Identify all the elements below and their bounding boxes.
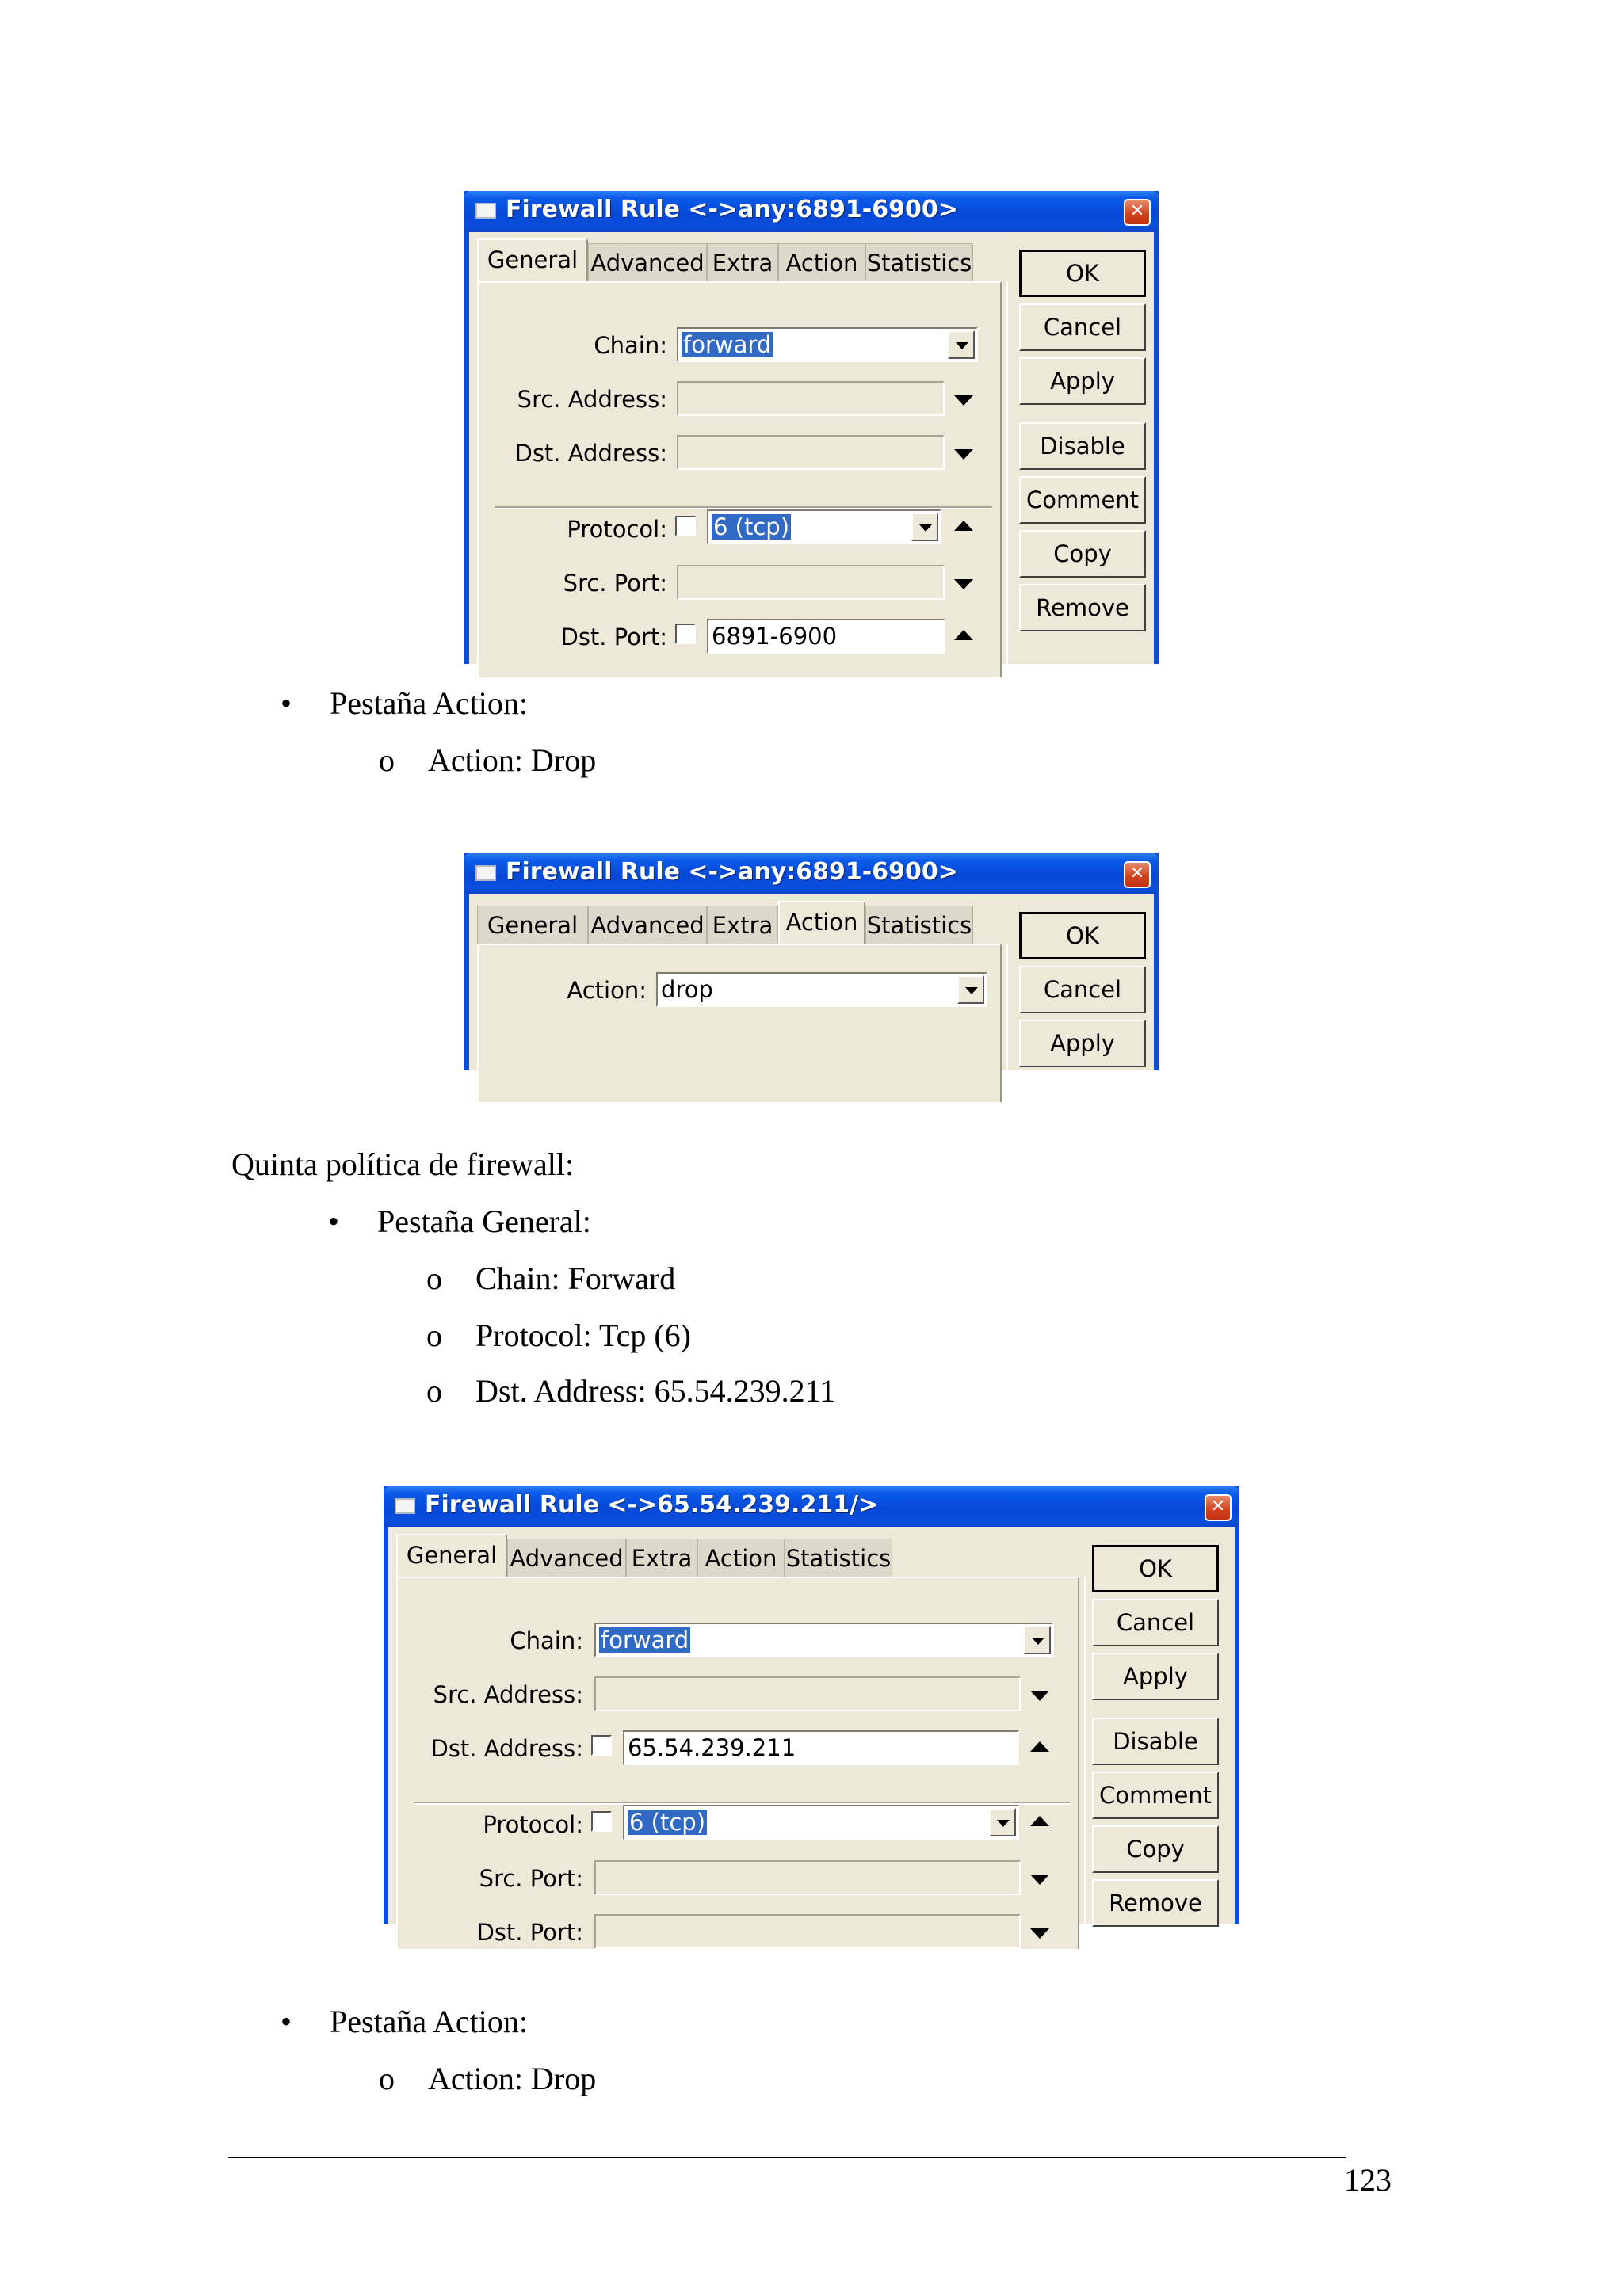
tab-extra[interactable]: Extra [707, 243, 778, 281]
close-button[interactable]: ✕ [1124, 199, 1151, 226]
disable-button[interactable]: Disable [1019, 422, 1146, 470]
expand-down-icon[interactable] [1030, 1691, 1049, 1701]
action-panel [477, 944, 1002, 1102]
expand-down-icon[interactable] [1030, 1875, 1049, 1885]
tab-general[interactable]: General [477, 238, 588, 281]
sub-bullet-glyph: o [379, 2061, 395, 2096]
firewall-rule-dialog-1 [464, 191, 1159, 664]
expand-down-icon[interactable] [954, 395, 973, 406]
remove-button[interactable]: Remove [1019, 584, 1146, 631]
sub-bullet-glyph: o [426, 1261, 442, 1296]
ok-button[interactable]: OK [1019, 912, 1146, 959]
bullet-pestana-action-2: Pestaña Action: [330, 2004, 528, 2039]
close-button[interactable]: ✕ [1124, 861, 1151, 888]
chevron-down-icon[interactable] [948, 330, 975, 359]
chain-select[interactable] [677, 327, 978, 362]
page-number: 123 [1344, 2162, 1392, 2198]
tab-action[interactable]: Action [778, 243, 865, 281]
protocol-value: 6 (tcp) [713, 513, 790, 540]
disable-button[interactable]: Disable [1092, 1718, 1219, 1765]
chevron-down-icon[interactable] [989, 1808, 1016, 1836]
remove-button[interactable]: Remove [1092, 1879, 1219, 1927]
tab-statistics[interactable]: Statistics [785, 1539, 892, 1577]
src-address-label: Src. Address: [433, 1681, 583, 1708]
ok-button[interactable]: OK [1019, 250, 1146, 297]
dst-address-value: 65.54.239.211 [628, 1734, 796, 1761]
chain-label: Chain: [510, 1627, 583, 1654]
footer-rule [228, 2157, 1346, 2158]
comment-button[interactable]: Comment [1019, 476, 1146, 524]
apply-button[interactable]: Apply [1092, 1653, 1219, 1700]
chevron-down-icon[interactable] [1024, 1626, 1051, 1654]
chain-value: forward [683, 331, 772, 358]
action-label: Action: [567, 977, 647, 1004]
copy-button[interactable]: Copy [1092, 1825, 1219, 1873]
bullet-glyph: • [281, 2004, 292, 2039]
dst-port-label: Dst. Port: [560, 624, 667, 650]
dst-address-negate-checkbox[interactable] [591, 1735, 612, 1756]
expand-down-icon[interactable] [954, 579, 973, 589]
sub-bullet-glyph: o [426, 1318, 442, 1353]
protocol-value: 6 (tcp) [629, 1809, 706, 1836]
bullet-pestana-general: Pestaña General: [377, 1203, 591, 1239]
comment-button[interactable]: Comment [1092, 1772, 1219, 1819]
cancel-button[interactable]: Cancel [1092, 1599, 1219, 1646]
sub-bullet-action-drop-1: Action: Drop [428, 742, 597, 778]
tab-statistics[interactable]: Statistics [865, 906, 973, 944]
apply-button[interactable]: Apply [1019, 1020, 1146, 1067]
sub-bullet-action-drop-2: Action: Drop [428, 2061, 597, 2096]
bullet-pestana-action-1: Pestaña Action: [330, 685, 528, 721]
protocol-negate-checkbox[interactable] [675, 516, 696, 536]
collapse-up-icon[interactable] [954, 630, 973, 640]
tab-statistics[interactable]: Statistics [865, 243, 973, 281]
collapse-up-icon[interactable] [954, 521, 973, 531]
cancel-button[interactable]: Cancel [1019, 303, 1146, 351]
dst-port-field[interactable] [594, 1914, 1021, 1949]
window-title: Firewall Rule <->any:6891-6900> [506, 196, 958, 223]
action-select[interactable] [656, 972, 987, 1007]
bullet-glyph: • [328, 1203, 340, 1239]
protocol-select[interactable] [707, 509, 941, 544]
window-icon [395, 1498, 415, 1514]
src-port-label: Src. Port: [479, 1865, 583, 1892]
section-heading: Quinta política de firewall: [231, 1146, 575, 1182]
src-address-label: Src. Address: [517, 386, 667, 413]
firewall-rule-dialog-2 [464, 853, 1159, 1070]
dst-address-field[interactable] [677, 435, 945, 470]
action-value: drop [661, 976, 713, 1003]
collapse-up-icon[interactable] [1030, 1741, 1049, 1752]
tab-advanced[interactable]: Advanced [507, 1539, 626, 1577]
chain-select[interactable] [594, 1623, 1054, 1657]
tab-advanced[interactable]: Advanced [588, 243, 707, 281]
protocol-negate-checkbox[interactable] [591, 1811, 612, 1832]
window-icon [475, 865, 496, 881]
tab-advanced[interactable]: Advanced [588, 906, 707, 944]
collapse-up-icon[interactable] [1030, 1816, 1049, 1826]
expand-down-icon[interactable] [1030, 1928, 1049, 1939]
sub-bullet-chain: Chain: Forward [475, 1261, 676, 1296]
chevron-down-icon[interactable] [957, 975, 984, 1004]
dst-port-label: Dst. Port: [476, 1919, 583, 1946]
chain-value: forward [601, 1627, 689, 1653]
protocol-select[interactable] [623, 1805, 1019, 1840]
title-bar[interactable] [464, 853, 1159, 894]
chain-label: Chain: [594, 332, 667, 359]
tab-action[interactable]: Action [778, 901, 865, 944]
dst-port-field[interactable] [707, 619, 945, 654]
src-port-label: Src. Port: [563, 570, 667, 597]
sub-bullet-glyph: o [379, 742, 395, 778]
tab-general[interactable]: General [477, 906, 588, 944]
button-column [1084, 1577, 1086, 1949]
dst-address-label: Dst. Address: [430, 1735, 583, 1762]
expand-down-icon[interactable] [954, 449, 973, 460]
protocol-label: Protocol: [567, 516, 667, 543]
ok-button[interactable]: OK [1092, 1545, 1219, 1592]
bullet-glyph: • [281, 685, 292, 721]
button-column [1006, 281, 1008, 677]
src-address-field[interactable] [594, 1676, 1021, 1711]
tab-general[interactable]: General [396, 1534, 507, 1577]
button-column [1006, 944, 1008, 1102]
src-address-field[interactable] [677, 381, 945, 416]
chevron-down-icon[interactable] [911, 513, 938, 541]
sub-bullet-dst-address: Dst. Address: 65.54.239.211 [475, 1373, 836, 1409]
close-button[interactable]: ✕ [1205, 1494, 1232, 1521]
src-port-field[interactable] [677, 565, 945, 600]
src-port-field[interactable] [594, 1860, 1021, 1895]
dst-port-value: 6891-6900 [712, 623, 838, 650]
copy-button[interactable]: Copy [1019, 530, 1146, 578]
title-bar[interactable] [464, 191, 1159, 232]
dst-port-negate-checkbox[interactable] [675, 624, 696, 644]
tab-action[interactable]: Action [697, 1539, 785, 1577]
apply-button[interactable]: Apply [1019, 357, 1146, 405]
title-bar[interactable] [384, 1486, 1239, 1527]
cancel-button[interactable]: Cancel [1019, 966, 1146, 1013]
tab-extra[interactable]: Extra [707, 906, 778, 944]
sub-bullet-protocol: Protocol: Tcp (6) [475, 1318, 691, 1353]
dst-address-label: Dst. Address: [514, 440, 667, 467]
window-icon [475, 203, 496, 219]
window-title: Firewall Rule <->any:6891-6900> [506, 858, 958, 886]
dst-address-field[interactable] [623, 1730, 1019, 1765]
tab-extra[interactable]: Extra [626, 1539, 697, 1577]
firewall-rule-dialog-3 [384, 1486, 1239, 1946]
sub-bullet-glyph: o [426, 1373, 442, 1409]
protocol-label: Protocol: [483, 1811, 583, 1838]
window-title: Firewall Rule <->65.54.239.211/> [425, 1491, 879, 1519]
